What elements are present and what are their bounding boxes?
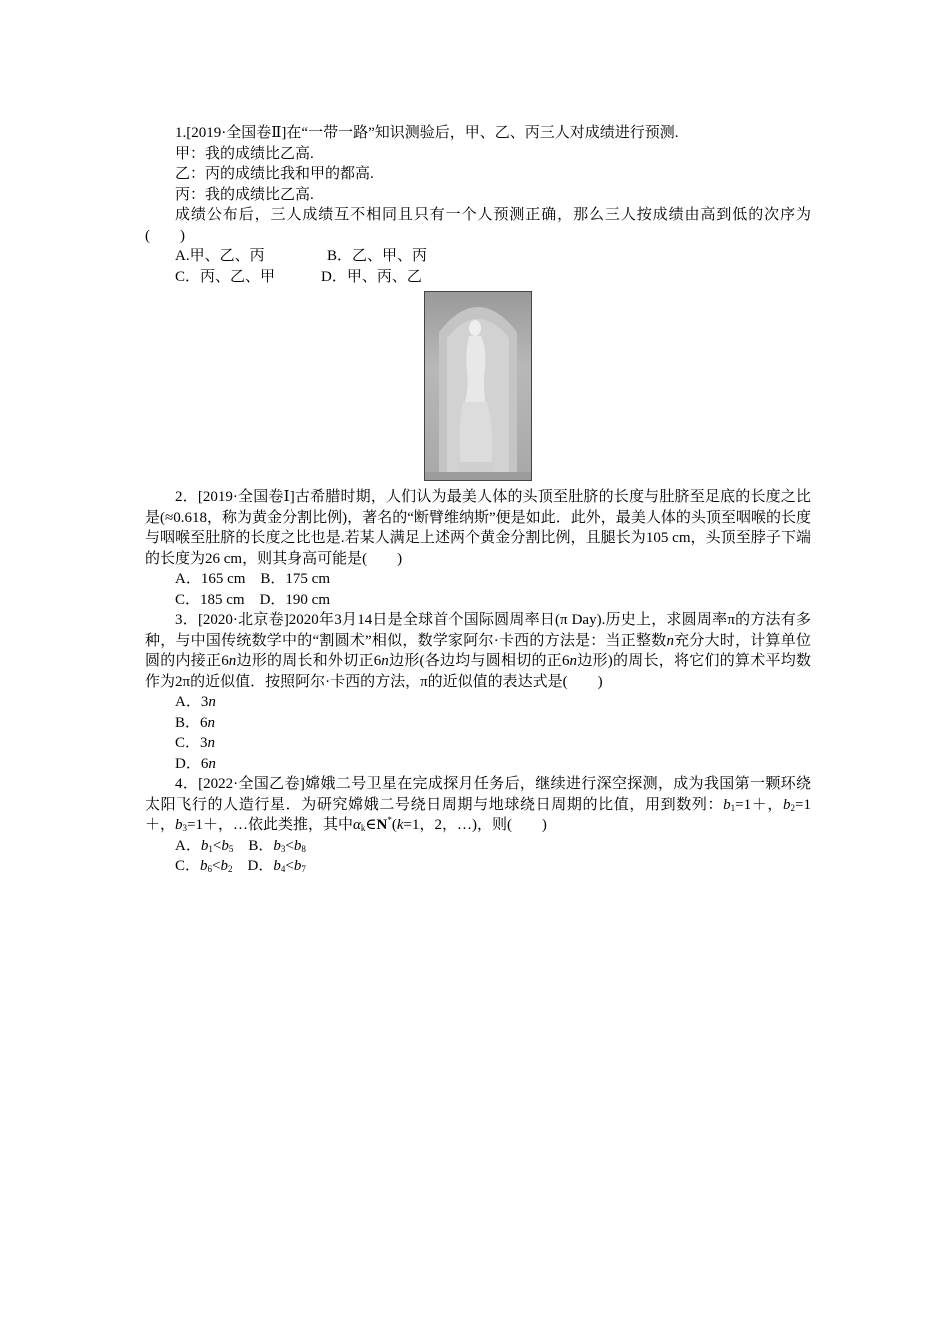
q3-text-1: 3．[2020·北京卷]2020年3月14日是全球首个国际圆周率日(π Day).历史上，求圆周率π的方法有多种，与中国传统数学中的“割圆术”相似，数学家阿尔·卡西的方法是：当正整数	[145, 612, 811, 649]
q4-var-b: b	[293, 858, 302, 874]
q1-statement-jia: 甲：我的成绩比乙高.	[175, 145, 314, 162]
statue-drapery	[459, 402, 492, 462]
q1-options-row-1	[145, 246, 811, 267]
q4-var-b: b	[220, 858, 228, 874]
q3-option-d-var: n	[208, 755, 216, 772]
q4-sup: *	[387, 815, 392, 825]
q1-question: 成绩公布后，三人成绩互不相同且只有一个人预测正确，那么三人按成绩由高到低的次序为( )	[145, 207, 811, 244]
q3-option-b-label: B．6	[175, 714, 208, 731]
q3-option-b	[145, 713, 811, 734]
q4-var-k: k	[396, 817, 404, 833]
q4-var-b: b	[200, 837, 209, 854]
q1-stem: 1.[2019·全国卷Ⅱ]在“一带一路”知识测验后，甲、乙、丙三人对成绩进行预测.	[175, 125, 679, 141]
q3-var-n: n	[569, 653, 577, 669]
q3-option-a-var: n	[208, 694, 216, 710]
q4-op: <	[285, 858, 294, 874]
q4-op: <	[285, 837, 294, 854]
q4-eq: =1＋，	[735, 796, 784, 813]
q4-sub: k	[360, 823, 366, 833]
q4-sub: 3	[280, 843, 286, 854]
statue-illustration	[425, 292, 531, 480]
statue-torso	[465, 336, 486, 402]
q3-stem	[145, 610, 811, 692]
q1-statement-bing: 丙：我的成绩比乙高.	[175, 186, 314, 203]
q3-option-c	[145, 733, 811, 754]
q3-var-n: n	[666, 632, 674, 649]
q4-var-b: b	[221, 837, 229, 854]
q3-text-2: 充分大时，计算单位圆的内接正6	[145, 632, 811, 669]
q4-option-d-label: D．	[247, 858, 274, 874]
q3-var-n: n	[381, 653, 389, 669]
q2-stem: 2．[2019·全国卷Ⅰ]古希腊时期，人们认为最美人体的头顶至肚脐的长度与肚脐至足底的长度之比是(≈0.618，称为黄金分割比例)，著名的“断臂维纳斯”便是如此．此外，最美人体的头顶至咽喉的长度与咽喉至肚脐的长度之比也是.若某人满足上述两个黄金分割比例，且腿长为105 cm，头顶至脖子下端的长度为26 cm，则其身高可能是( )	[145, 489, 811, 567]
q3-var-n: n	[228, 653, 237, 669]
q4-sub: 6	[207, 864, 213, 874]
venus-statue-image	[424, 291, 532, 481]
q1-options-row-2	[145, 267, 811, 288]
q4-var-b: b	[200, 858, 208, 874]
q3-text-3: 边形的周长和外切正6	[236, 653, 382, 669]
q4-sub: 4	[280, 864, 286, 874]
q4-var-b: b	[783, 796, 791, 813]
q3-option-a	[145, 692, 811, 713]
q4-sub: 2	[790, 802, 796, 813]
q4-set-n: N	[376, 817, 388, 833]
q4-sub: 2	[227, 864, 233, 874]
q4-var-b: b	[175, 817, 183, 833]
q4-text-tail: =1，2，…)，则( )	[403, 817, 547, 833]
q4-op: <	[212, 837, 222, 854]
q3-option-d	[145, 754, 811, 775]
q1-option-c: C．丙、乙、甲	[175, 268, 276, 285]
q4-var-alpha: α	[352, 817, 361, 833]
q4-sub: 1	[730, 802, 736, 813]
q3-text-4: 边形(各边均与圆相切的正6	[388, 653, 570, 669]
statue-base	[457, 462, 495, 472]
q3-option-d-label: D．6	[175, 755, 209, 772]
q4-eq: =1＋，…依此类推，其中	[187, 817, 353, 833]
q4-symbol: ∈	[365, 817, 377, 833]
q1-statement-yi: 乙：丙的成绩比我和甲的都高.	[175, 166, 374, 182]
q3-option-a-label: A．3	[175, 694, 209, 710]
q4-option-a-label: A．	[175, 837, 201, 854]
q1-option-d: D．甲、丙、乙	[321, 268, 422, 285]
statue-head	[469, 320, 481, 336]
q4-var-b: b	[293, 837, 302, 854]
q1-option-a: A.甲、乙、丙	[175, 248, 265, 264]
q3-option-c-var: n	[207, 735, 216, 751]
q4-sub: 3	[182, 823, 188, 833]
q3-option-b-var: n	[207, 714, 216, 731]
q4-var-b: b	[723, 796, 731, 813]
q4-var-b: b	[273, 858, 281, 874]
q4-eq: =1＋，	[145, 796, 811, 833]
q2-options-ab: A．165 cm B．175 cm	[175, 571, 330, 587]
q4-symbol: (	[391, 817, 397, 833]
q4-var-b: b	[273, 837, 281, 854]
worksheet-page	[145, 123, 811, 877]
q3-option-c-label: C．3	[175, 735, 208, 751]
q4-sub: 5	[228, 843, 234, 854]
q4-options-ab	[145, 836, 811, 857]
q4-option-c-label: C．	[175, 858, 201, 874]
q4-stem	[145, 774, 811, 836]
q4-sub: 7	[301, 864, 306, 874]
q4-sub: 8	[301, 843, 306, 854]
q4-op: <	[212, 858, 221, 874]
q4-sub: 1	[208, 843, 213, 854]
q4-option-b-label: B．	[248, 837, 274, 854]
q4-options-cd	[145, 856, 811, 877]
q4-text-1: 4．[2022·全国乙卷]嫦娥二号卫星在完成探月任务后，继续进行深空探测，成为我国第一颗环绕太阳飞行的人造行星．为研究嫦娥二号绕日周期与地球绕日周期的比值，用到数列：	[145, 776, 811, 813]
q1-option-b: B．乙、甲、丙	[327, 248, 428, 264]
floor	[425, 472, 531, 480]
q2-options-cd: C．185 cm D．190 cm	[175, 591, 330, 608]
q3-text-5: 边形)的周长，将它们的算术平均数作为2π的近似值．按照阿尔·卡西的方法，π的近似值的表达式是( )	[145, 653, 811, 690]
